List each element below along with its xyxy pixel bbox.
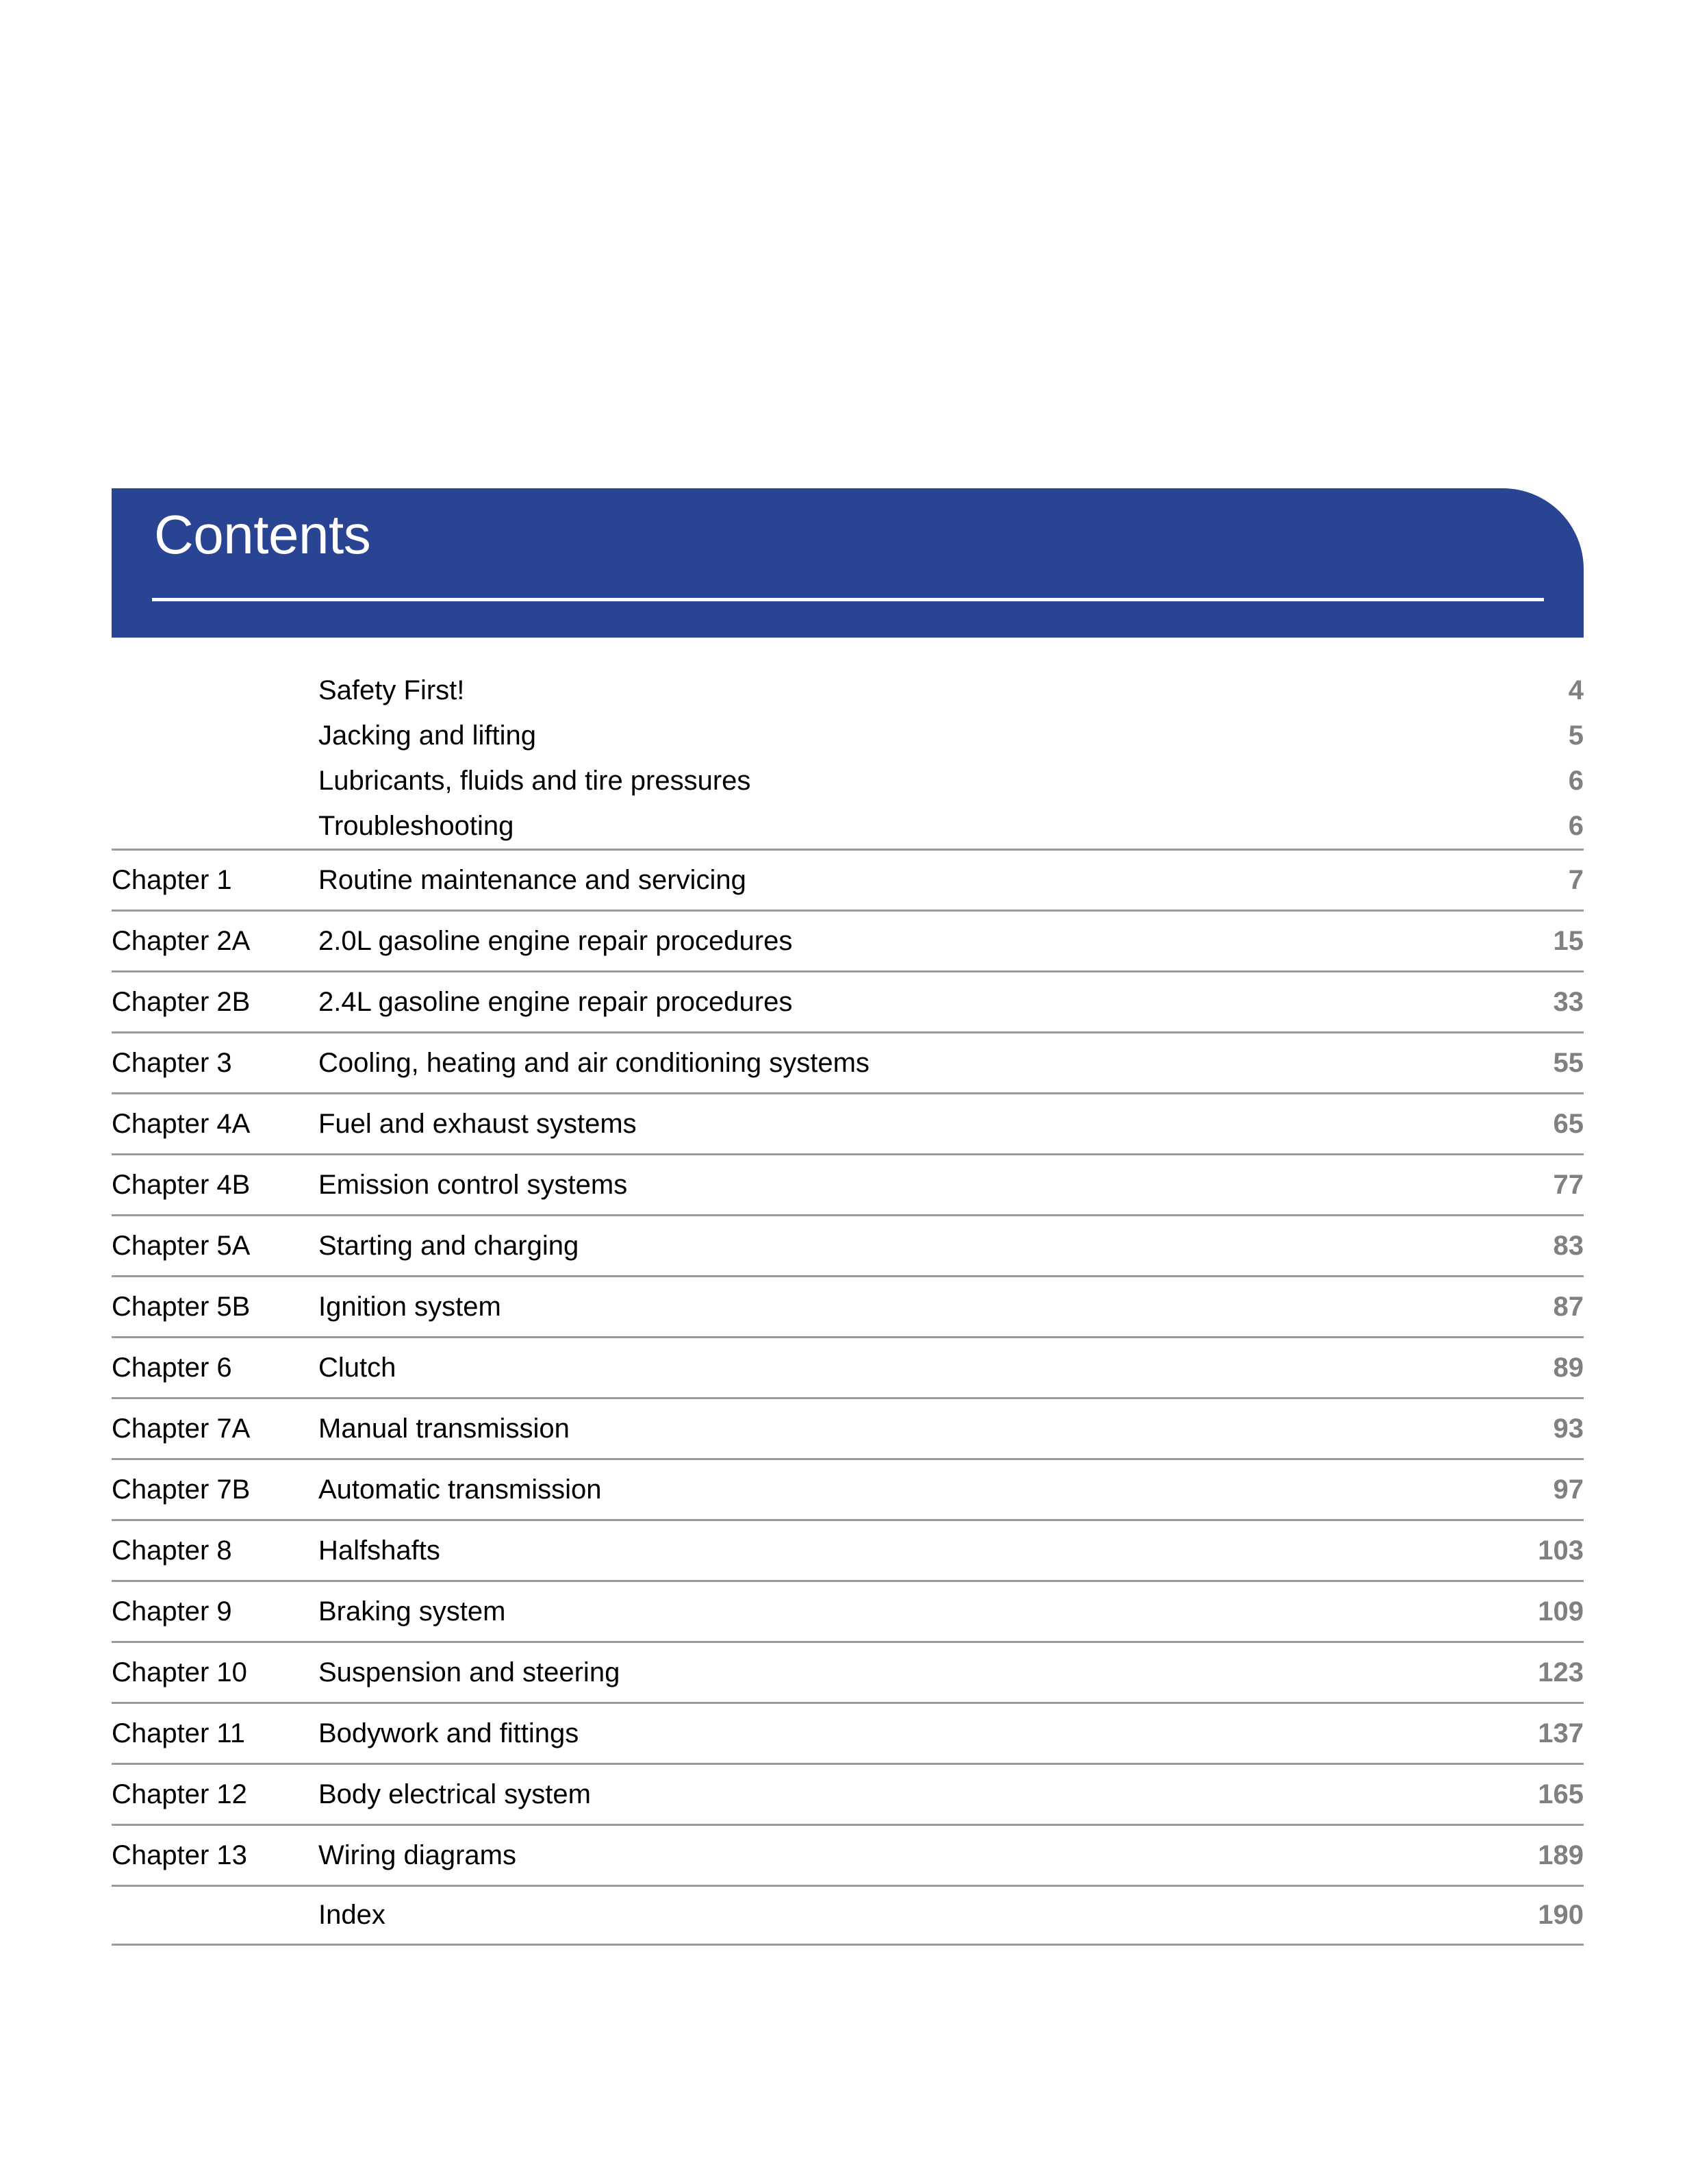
toc-entry-title[interactable]: Braking system: [318, 1596, 506, 1627]
toc-page-number: 87: [1553, 1291, 1584, 1322]
toc-chapter-label: Chapter 4B: [112, 1169, 251, 1200]
toc-chapter-label: Chapter 12: [112, 1779, 247, 1809]
contents-header-banner: [112, 488, 1584, 638]
toc-entry-title[interactable]: Automatic transmission: [318, 1474, 602, 1505]
toc-entry-title[interactable]: Index: [318, 1900, 385, 1930]
toc-row[interactable]: [112, 1763, 1584, 1824]
toc-page-number: 15: [1553, 925, 1584, 956]
toc-entry-title[interactable]: Jacking and lifting: [318, 720, 536, 751]
toc-chapter-label: Chapter 5A: [112, 1230, 251, 1261]
toc-row[interactable]: [112, 713, 1584, 758]
toc-row[interactable]: [112, 1519, 1584, 1580]
toc-entry-title[interactable]: Clutch: [318, 1352, 396, 1383]
toc-row[interactable]: [112, 1824, 1584, 1885]
toc-entry-title[interactable]: Cooling, heating and air conditioning systems: [318, 1047, 870, 1078]
toc-page-number: 7: [1568, 864, 1584, 895]
toc-chapter-label: Chapter 1: [112, 864, 232, 895]
toc-entry-title[interactable]: Manual transmission: [318, 1413, 570, 1444]
toc-page-number: 55: [1553, 1047, 1584, 1078]
toc-entry-title[interactable]: 2.4L gasoline engine repair procedures: [318, 986, 793, 1017]
toc-entry-title[interactable]: Body electrical system: [318, 1779, 591, 1809]
toc-page-number: 189: [1538, 1840, 1584, 1870]
toc-row[interactable]: [112, 758, 1584, 803]
toc-entry-title[interactable]: Safety First!: [318, 675, 465, 705]
header-divider: [152, 598, 1544, 601]
toc-page-number: 165: [1538, 1779, 1584, 1809]
toc-entry-title[interactable]: Suspension and steering: [318, 1657, 620, 1687]
toc-page-number: 103: [1538, 1535, 1584, 1566]
table-of-contents: [112, 668, 1584, 1946]
toc-page-number: 93: [1553, 1413, 1584, 1444]
toc-row[interactable]: [112, 803, 1584, 849]
toc-chapter-label: Chapter 4A: [112, 1108, 251, 1139]
toc-row[interactable]: [112, 1092, 1584, 1153]
toc-page-number: 77: [1553, 1169, 1584, 1200]
toc-row[interactable]: [112, 909, 1584, 970]
toc-chapter-label: Chapter 13: [112, 1840, 247, 1870]
toc-page-number: 89: [1553, 1352, 1584, 1383]
chapter-list: [112, 849, 1584, 1946]
toc-chapter-label: Chapter 2A: [112, 925, 251, 956]
toc-page-number: 109: [1538, 1596, 1584, 1627]
toc-chapter-label: Chapter 5B: [112, 1291, 251, 1322]
toc-row[interactable]: [112, 1153, 1584, 1214]
toc-row[interactable]: [112, 1885, 1584, 1946]
toc-entry-title[interactable]: Wiring diagrams: [318, 1840, 516, 1870]
toc-chapter-label: Chapter 7B: [112, 1474, 251, 1505]
toc-row[interactable]: [112, 1580, 1584, 1641]
toc-chapter-label: Chapter 2B: [112, 986, 251, 1017]
toc-entry-title[interactable]: Ignition system: [318, 1291, 501, 1322]
toc-row[interactable]: [112, 1702, 1584, 1763]
toc-page-number: 4: [1568, 675, 1584, 705]
front-matter-list: [112, 668, 1584, 849]
toc-row[interactable]: [112, 668, 1584, 713]
toc-page-number: 97: [1553, 1474, 1584, 1505]
toc-page-number: 65: [1553, 1108, 1584, 1139]
toc-row[interactable]: [112, 1214, 1584, 1275]
toc-page-number: 6: [1568, 810, 1584, 841]
toc-entry-title[interactable]: Routine maintenance and servicing: [318, 864, 746, 895]
toc-chapter-label: Chapter 3: [112, 1047, 232, 1078]
toc-entry-title[interactable]: Fuel and exhaust systems: [318, 1108, 637, 1139]
toc-entry-title[interactable]: Starting and charging: [318, 1230, 579, 1261]
toc-entry-title[interactable]: Troubleshooting: [318, 810, 514, 841]
toc-entry-title[interactable]: 2.0L gasoline engine repair procedures: [318, 925, 793, 956]
toc-chapter-label: Chapter 7A: [112, 1413, 251, 1444]
toc-row[interactable]: [112, 1641, 1584, 1702]
toc-page-number: 123: [1538, 1657, 1584, 1687]
toc-page-number: 83: [1553, 1230, 1584, 1261]
toc-chapter-label: Chapter 8: [112, 1535, 232, 1566]
toc-page-number: 33: [1553, 986, 1584, 1017]
toc-row[interactable]: [112, 849, 1584, 909]
toc-chapter-label: Chapter 6: [112, 1352, 232, 1383]
toc-entry-title[interactable]: Halfshafts: [318, 1535, 440, 1566]
toc-page-number: 137: [1538, 1718, 1584, 1748]
toc-entry-title[interactable]: Lubricants, fluids and tire pressures: [318, 765, 751, 796]
toc-chapter-label: Chapter 9: [112, 1596, 232, 1627]
toc-row[interactable]: [112, 970, 1584, 1031]
toc-row[interactable]: [112, 1275, 1584, 1336]
toc-row[interactable]: [112, 1397, 1584, 1458]
toc-page-number: 5: [1568, 720, 1584, 751]
page-title: Contents: [154, 504, 371, 565]
toc-chapter-label: Chapter 10: [112, 1657, 247, 1687]
toc-entry-title[interactable]: Emission control systems: [318, 1169, 628, 1200]
toc-row[interactable]: [112, 1336, 1584, 1397]
toc-page-number: 6: [1568, 765, 1584, 796]
toc-entry-title[interactable]: Bodywork and fittings: [318, 1718, 579, 1748]
toc-chapter-label: Chapter 11: [112, 1718, 245, 1748]
toc-page-number: 190: [1538, 1900, 1584, 1930]
toc-row[interactable]: [112, 1458, 1584, 1519]
toc-row[interactable]: [112, 1031, 1584, 1092]
